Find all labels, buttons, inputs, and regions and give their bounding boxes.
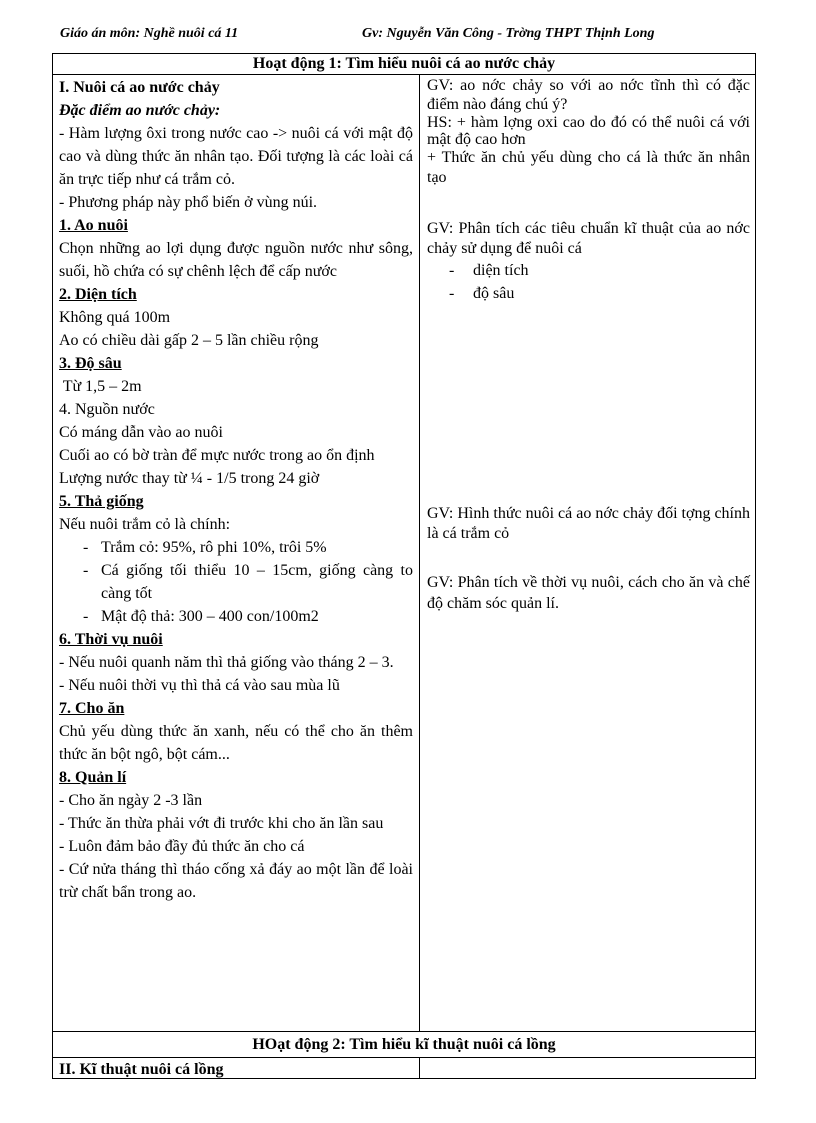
list-item: - diện tích xyxy=(449,262,529,279)
season-text-1: - Nếu nuôi quanh năm thì thả giống vào tháng 2 – 3. xyxy=(59,654,394,671)
season-text-2: - Nếu nuôi thời vụ thì thả cá vào sau mùa lũ xyxy=(59,677,340,694)
feeding-text: Chủ yếu dùng thức ăn xanh, nếu có thể cho ăn thêm thức ăn bột ngô, bột cám... xyxy=(59,723,413,763)
heading-depth: 3. Độ sâu xyxy=(59,355,122,372)
student-answer-2: + Thức ăn chủ yếu dùng cho cá là thức ăn nhân tạo xyxy=(427,149,750,186)
heading-feeding: 7. Cho ăn xyxy=(59,700,125,717)
teacher-question-2: GV: Phân tích các tiêu chuẩn kĩ thuật của ao nớc chảy sử dụng để nuôi cá xyxy=(427,220,750,257)
page-header xyxy=(60,26,760,46)
section-title: I. Nuôi cá ao nước chảy xyxy=(59,79,220,96)
teacher-question-1: GV: ao nớc chảy so với ao nớc tĩnh thì có đặc điểm nào đáng chú ý? xyxy=(427,77,750,113)
list-item: - Trắm cỏ: 95%, rô phi 10%, trôi 5% xyxy=(83,539,327,556)
heading-stocking: 5. Thả giống xyxy=(59,493,144,510)
features-region: - Phương pháp này phổ biến ở vùng núi. xyxy=(59,194,318,211)
content-column xyxy=(59,76,413,904)
management-text-3: - Luôn đảm bảo đầy đủ thức ăn cho cá xyxy=(59,838,305,855)
section2-title: II. Kĩ thuật nuôi cá lồng xyxy=(59,1061,224,1078)
stocking-text: Nếu nuôi trắm cỏ là chính: xyxy=(59,516,231,533)
activity-column xyxy=(427,76,750,614)
teacher-question-4: GV: Phân tích về thời vụ nuôi, cách cho ăn và chế độ chăm sóc quản lí. xyxy=(427,574,750,612)
activity2-title: HOạt động 2: Tìm hiểu kĩ thuật nuôi cá lồng xyxy=(252,1036,556,1053)
pond-text: Chọn những ao lợi dụng được nguồn nước như sông, suối, hồ chứa có sự chênh lệch để cấp nước xyxy=(59,240,413,280)
lesson-table xyxy=(52,53,756,1079)
teacher-question-3: GV: Hình thức nuôi cá ao nớc chảy đối tợng chính là cá trắm cỏ xyxy=(427,505,750,542)
heading-season: 6. Thời vụ nuôi xyxy=(59,631,163,648)
area-text-1: Không quá 100m xyxy=(59,309,171,326)
list-item: - Cá giống tối thiểu 10 – 15cm, giống càng to càng tốt xyxy=(83,562,413,602)
heading-pond: 1. Ao nuôi xyxy=(59,217,128,234)
features-heading: Đặc điểm ao nước chảy: xyxy=(59,102,221,119)
heading-water-source: 4. Nguồn nước xyxy=(59,401,155,418)
management-text-1: - Cho ăn ngày 2 -3 lần xyxy=(59,792,203,809)
header-teacher: Gv: Nguyễn Văn Công - Trờng THPT Thịnh Long xyxy=(362,26,655,41)
area-text-2: Ao có chiều dài gấp 2 – 5 lần chiều rộng xyxy=(59,332,319,349)
student-answer-1: HS: + hàm lợng oxi cao do đó có thể nuôi cá với mật độ cao hơn xyxy=(427,114,750,148)
water-text-3: Lượng nước thay từ ¼ - 1/5 trong 24 giờ xyxy=(59,470,320,487)
management-text-2: - Thức ăn thừa phải vớt đi trước khi cho ăn lần sau xyxy=(59,815,384,832)
list-item: - Mật độ thả: 300 – 400 con/100m2 xyxy=(83,608,319,625)
header-subject: Giáo án môn: Nghề nuôi cá 11 xyxy=(60,26,239,41)
water-text-2: Cuối ao có bờ tràn để mực nước trong ao ổn định xyxy=(59,447,375,464)
heading-management: 8. Quản lí xyxy=(59,769,127,786)
water-text-1: Có máng dẫn vào ao nuôi xyxy=(59,424,223,441)
features-paragraph: - Hàm lượng ôxi trong nước cao -> nuôi cá với mật độ cao và dùng thức ăn nhân tạo. Đối tượng là các loài cá ăn trực tiếp như cá trắm cỏ. xyxy=(59,125,413,188)
activity1-title: Hoạt động 1: Tìm hiểu nuôi cá ao nước chảy xyxy=(252,55,556,72)
heading-area: 2. Diện tích xyxy=(59,286,137,303)
management-text-4: - Cứ nửa tháng thì tháo cống xả đáy ao một lần để loài trừ chất bẩn trong ao. xyxy=(59,861,413,901)
depth-text: Từ 1,5 – 2m xyxy=(59,378,142,395)
list-item: - độ sâu xyxy=(449,285,515,302)
